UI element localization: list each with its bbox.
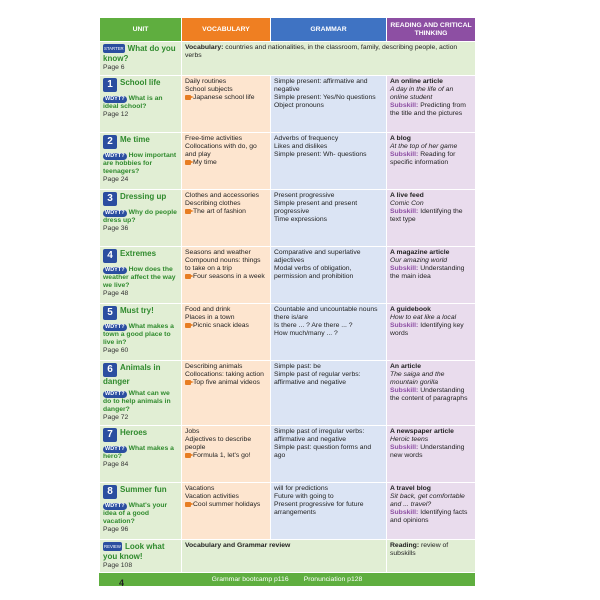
reading-cell bbox=[387, 189, 476, 246]
grammar-item: Is there ... ? Are there ... ? bbox=[274, 322, 353, 330]
wdyt-badge: WDYT? bbox=[105, 152, 125, 159]
reading-title: Comic Con bbox=[390, 199, 424, 207]
reading-type: A newspaper article bbox=[390, 427, 454, 435]
vocab-item: Describing animals bbox=[185, 362, 243, 370]
header-grammar: GRAMMAR bbox=[271, 18, 387, 42]
contents-page bbox=[99, 17, 475, 586]
unit-title: Animals in danger bbox=[103, 362, 161, 386]
video-title: Cool summer holidays bbox=[193, 501, 261, 509]
page-number: 4 bbox=[119, 578, 125, 588]
review-reading-text: review of subskills bbox=[390, 541, 449, 557]
unit-question: What makes a hero? bbox=[103, 444, 174, 460]
reading-title: Our amazing world bbox=[390, 256, 448, 264]
vocab-item: Vacations bbox=[185, 484, 215, 492]
video-camera-icon bbox=[185, 95, 191, 100]
unit-question: How important are hobbies for teenagers? bbox=[103, 151, 177, 176]
starter-vocab-cell bbox=[182, 42, 476, 76]
reading-title: The saiga and the mountain gorilla bbox=[390, 370, 445, 387]
unit-row bbox=[100, 482, 476, 539]
reading-cell bbox=[387, 132, 476, 189]
video-title: Top five animal videos bbox=[193, 379, 260, 387]
reading-cell bbox=[387, 303, 476, 360]
reading-type: A live feed bbox=[390, 191, 424, 199]
review-title: Look what you know! bbox=[103, 541, 165, 561]
unit-question: Why do people dress up? bbox=[103, 208, 177, 224]
vocab-item: Seasons and weather bbox=[185, 248, 251, 256]
reading-type: A guidebook bbox=[390, 305, 431, 313]
reading-cell bbox=[387, 425, 476, 482]
video-title: The art of fashion bbox=[193, 208, 246, 216]
vocab-item: Describing clothes bbox=[185, 199, 241, 207]
starter-unit-cell bbox=[100, 42, 182, 76]
unit-number: 5 bbox=[103, 306, 117, 320]
footer-bar bbox=[99, 573, 475, 586]
grammar-item: Simple present: affirmative and negative bbox=[274, 77, 368, 93]
subskill-label: Subskill: bbox=[390, 208, 419, 216]
subskill-text: Understanding the main idea bbox=[390, 265, 465, 281]
grammar-item: Likes and dislikes bbox=[274, 142, 328, 150]
video-camera-icon bbox=[185, 453, 191, 458]
grammar-item: Adverbs of frequency bbox=[274, 134, 339, 142]
unit-row bbox=[100, 189, 476, 246]
unit-row bbox=[100, 425, 476, 482]
vocab-item: Clothes and accessories bbox=[185, 191, 260, 199]
unit-number: 3 bbox=[103, 192, 117, 206]
video-camera-icon bbox=[185, 274, 191, 279]
video-camera-icon bbox=[185, 209, 191, 214]
unit-cell bbox=[100, 425, 182, 482]
unit-number: 4 bbox=[103, 249, 117, 263]
footer-bootcamp: Grammar bootcamp p116 bbox=[211, 576, 289, 584]
header-row bbox=[100, 18, 476, 42]
subskill-label: Subskill: bbox=[390, 265, 419, 273]
unit-page: Page 12 bbox=[103, 111, 129, 119]
subskill-text: Predicting from the title and the pictures bbox=[390, 102, 466, 118]
starter-vocab-text: countries and nationalities, in the classroom, family, describing people, action verbs bbox=[185, 44, 458, 60]
unit-title: School life bbox=[120, 77, 161, 87]
unit-title: Heroes bbox=[120, 427, 148, 437]
grammar-cell bbox=[271, 189, 387, 246]
grammar-cell bbox=[271, 425, 387, 482]
subskill-label: Subskill: bbox=[390, 322, 419, 330]
review-reading-cell bbox=[387, 539, 476, 573]
vocab-item: Daily routines bbox=[185, 77, 227, 85]
reading-title: At the top of her game bbox=[390, 142, 458, 150]
vocab-cell bbox=[182, 360, 271, 425]
grammar-item: Object pronouns bbox=[274, 102, 324, 110]
reading-title: A day in the life of an online student bbox=[390, 85, 454, 102]
vocab-cell bbox=[182, 246, 271, 303]
reading-cell bbox=[387, 482, 476, 539]
contents-table bbox=[99, 17, 476, 573]
unit-number: 6 bbox=[103, 363, 117, 377]
reading-title: How to eat like a local bbox=[390, 313, 457, 321]
grammar-item: Simple past: question forms and ago bbox=[274, 444, 372, 460]
grammar-item: Countable and uncountable nouns there is/are bbox=[274, 305, 378, 321]
video-title: Japanese school life bbox=[193, 94, 255, 102]
unit-page: Page 60 bbox=[103, 347, 129, 355]
header-reading: READING AND CRITICAL THINKING bbox=[387, 18, 476, 42]
vocab-item: Collocations with do, go and play bbox=[185, 142, 257, 159]
unit-question: How does the weather affect the way we live? bbox=[103, 265, 176, 290]
reading-type: An online article bbox=[390, 77, 443, 85]
grammar-item: will for predictions bbox=[274, 484, 329, 492]
video-title: Picnic snack ideas bbox=[193, 322, 249, 330]
grammar-item: Time expressions bbox=[274, 216, 328, 224]
vocab-item: Jobs bbox=[185, 427, 200, 435]
wdyt-badge: WDYT? bbox=[105, 266, 125, 273]
video-title: Formula 1, let's go! bbox=[193, 452, 251, 460]
unit-page: Page 96 bbox=[103, 526, 129, 534]
review-reading-label: Reading: bbox=[390, 541, 420, 549]
grammar-item: Modal verbs of obligation, permission and prohibition bbox=[274, 265, 354, 281]
unit-row bbox=[100, 246, 476, 303]
wdyt-badge: WDYT? bbox=[105, 209, 125, 216]
unit-number: 7 bbox=[103, 428, 117, 442]
unit-question: What makes a town a good place to live in? bbox=[103, 322, 174, 347]
unit-page: Page 48 bbox=[103, 290, 129, 298]
unit-title: Must try! bbox=[120, 305, 154, 315]
vocab-item: Food and drink bbox=[185, 305, 231, 313]
review-page: Page 108 bbox=[103, 562, 133, 570]
video-title: Four seasons in a week bbox=[193, 273, 265, 281]
vocab-item: Compound nouns: things to take on a trip bbox=[185, 256, 261, 273]
unit-number: 1 bbox=[103, 78, 117, 92]
unit-question: What's your idea of a good vacation? bbox=[103, 501, 168, 526]
video-title: My time bbox=[193, 159, 217, 167]
unit-cell bbox=[100, 75, 182, 132]
starter-row bbox=[100, 42, 476, 76]
reading-cell bbox=[387, 246, 476, 303]
unit-title: Summer fun bbox=[120, 484, 167, 494]
wdyt-badge: WDYT? bbox=[105, 445, 125, 452]
review-vocab-text: Vocabulary and Grammar review bbox=[185, 541, 291, 549]
grammar-cell bbox=[271, 132, 387, 189]
unit-cell bbox=[100, 360, 182, 425]
wdyt-badge: WDYT? bbox=[105, 502, 125, 509]
starter-page: Page 6 bbox=[103, 64, 125, 72]
vocab-cell bbox=[182, 303, 271, 360]
unit-number: 2 bbox=[103, 135, 117, 149]
grammar-item: Simple past of regular verbs: affirmative and negative bbox=[274, 370, 361, 387]
subskill-text: Identifying key words bbox=[390, 322, 464, 338]
vocab-item: Vacation activities bbox=[185, 492, 239, 500]
grammar-cell bbox=[271, 246, 387, 303]
grammar-item: Simple present: Wh- questions bbox=[274, 151, 367, 159]
vocab-cell bbox=[182, 75, 271, 132]
reading-type: An article bbox=[390, 362, 421, 370]
unit-row bbox=[100, 132, 476, 189]
vocab-cell bbox=[182, 132, 271, 189]
grammar-cell bbox=[271, 303, 387, 360]
starter-title: What do you know? bbox=[103, 44, 176, 64]
grammar-item: Simple past of irregular verbs: affirmative and negative bbox=[274, 427, 365, 443]
reading-cell bbox=[387, 360, 476, 425]
video-camera-icon bbox=[185, 380, 191, 385]
grammar-cell bbox=[271, 360, 387, 425]
review-unit-cell bbox=[100, 539, 182, 573]
unit-page: Page 36 bbox=[103, 225, 129, 233]
subskill-text: Reading for specific information bbox=[390, 151, 456, 167]
unit-row bbox=[100, 303, 476, 360]
subskill-text: Understanding the content of paragraphs bbox=[390, 387, 468, 403]
reading-title: Heroic teens bbox=[390, 435, 429, 443]
footer-pronunciation: Pronunciation p128 bbox=[303, 576, 363, 584]
review-badge: REVIEW bbox=[104, 543, 121, 549]
video-camera-icon bbox=[185, 160, 191, 165]
unit-row bbox=[100, 75, 476, 132]
subskill-label: Subskill: bbox=[390, 509, 419, 517]
unit-page: Page 72 bbox=[103, 414, 129, 422]
review-vocab-cell bbox=[182, 539, 387, 573]
unit-page: Page 84 bbox=[103, 461, 129, 469]
reading-title: Sit back, get comfortable and ... travel? bbox=[390, 492, 465, 509]
reading-type: A travel blog bbox=[390, 484, 431, 492]
grammar-cell bbox=[271, 75, 387, 132]
unit-title: Dressing up bbox=[120, 191, 167, 201]
unit-row bbox=[100, 360, 476, 425]
vocab-cell bbox=[182, 425, 271, 482]
grammar-item: Future with going to bbox=[274, 492, 334, 500]
unit-cell bbox=[100, 132, 182, 189]
unit-cell bbox=[100, 482, 182, 539]
grammar-item: Present progressive bbox=[274, 191, 335, 199]
vocab-item: Free-time activities bbox=[185, 134, 243, 142]
wdyt-badge: WDYT? bbox=[105, 95, 125, 102]
unit-question: What can we do to help animals in danger? bbox=[103, 389, 171, 414]
reading-cell bbox=[387, 75, 476, 132]
subskill-label: Subskill: bbox=[390, 444, 419, 452]
unit-title: Me time bbox=[120, 134, 150, 144]
wdyt-badge: WDYT? bbox=[105, 390, 125, 397]
unit-page: Page 24 bbox=[103, 176, 129, 184]
wdyt-badge: WDYT? bbox=[105, 323, 125, 330]
subskill-text: Identifying the text type bbox=[390, 208, 463, 224]
starter-vocab-label: Vocabulary: bbox=[185, 44, 224, 51]
unit-cell bbox=[100, 246, 182, 303]
subskill-label: Subskill: bbox=[390, 387, 419, 395]
unit-cell bbox=[100, 303, 182, 360]
unit-question: What is an ideal school? bbox=[103, 94, 163, 110]
reading-type: A blog bbox=[390, 134, 411, 142]
grammar-item: Simple present and present progressive bbox=[274, 199, 358, 216]
grammar-item: Simple present: Yes/No questions bbox=[274, 94, 376, 102]
vocab-cell bbox=[182, 189, 271, 246]
vocab-item: Places in a town bbox=[185, 313, 235, 321]
subskill-label: Subskill: bbox=[390, 151, 419, 159]
header-unit: UNIT bbox=[100, 18, 182, 42]
video-camera-icon bbox=[185, 502, 191, 507]
subskill-label: Subskill: bbox=[390, 102, 419, 110]
unit-number: 8 bbox=[103, 485, 117, 499]
grammar-item: Present progressive for future arrangements bbox=[274, 501, 364, 517]
grammar-item: How much/many ... ? bbox=[274, 330, 338, 338]
header-vocabulary: VOCABULARY bbox=[182, 18, 271, 42]
video-camera-icon bbox=[185, 323, 191, 328]
grammar-item: Comparative and superlative adjectives bbox=[274, 248, 361, 264]
vocab-cell bbox=[182, 482, 271, 539]
subskill-text: Identifying facts and opinions bbox=[390, 509, 468, 525]
subskill-text: Understanding new words bbox=[390, 444, 465, 460]
vocab-item: Collocations: taking action bbox=[185, 370, 264, 378]
unit-cell bbox=[100, 189, 182, 246]
starter-badge: STARTER bbox=[104, 46, 124, 51]
grammar-cell bbox=[271, 482, 387, 539]
vocab-item: School subjects bbox=[185, 85, 233, 93]
reading-type: A magazine article bbox=[390, 248, 450, 256]
unit-title: Extremes bbox=[120, 248, 157, 258]
review-row bbox=[100, 539, 476, 573]
vocab-item: Adjectives to describe people bbox=[185, 435, 252, 452]
grammar-item: Simple past: be bbox=[274, 362, 321, 370]
